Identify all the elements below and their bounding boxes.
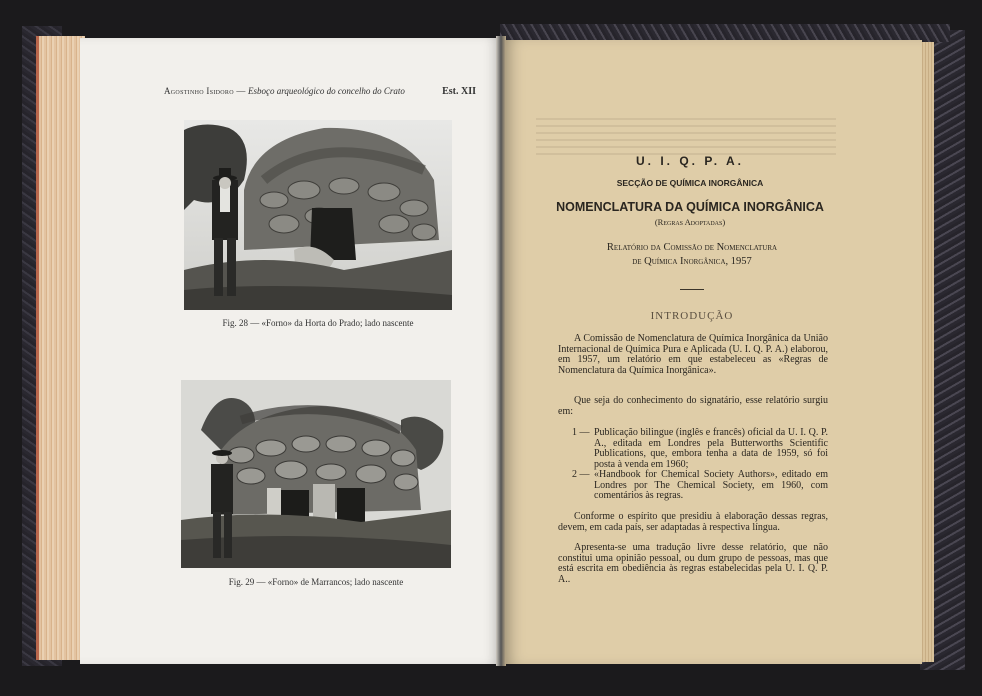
- list-item-number: 1 —: [572, 427, 590, 438]
- plate-number: Est. XII: [442, 86, 476, 97]
- page-edges-left: [36, 36, 85, 660]
- running-head: [164, 86, 476, 97]
- show-through-text: [536, 118, 836, 158]
- divider-rule: [680, 289, 704, 290]
- figure-28-photo: [184, 120, 452, 310]
- figure-28-caption: Fig. 28 — «Forno» da Horta do Prado; lado nascente: [222, 318, 414, 328]
- section-heading: SECÇÃO DE QUÍMICA INORGÂNICA: [616, 178, 764, 188]
- list-item-text: «Handbook for Chemical Society Authors», editado em Londres por The Chemical Society, em 1960, com comentários às regras.: [594, 469, 828, 502]
- document-title: NOMENCLATURA DA QUÍMICA INORGÂNICA: [556, 200, 824, 214]
- page-edges-right: [920, 42, 934, 662]
- figure-29-photo: [181, 380, 451, 568]
- running-head-title: Esboço arqueológico do concelho do Crato: [247, 86, 405, 96]
- document-subtitle: (Regras Adoptadas): [654, 217, 726, 227]
- paragraph-4: Apresenta-se uma tradução livre desse relatório, que não constitui uma opinião pessoal, ou dum grupo de pessoas, mas que está escrita em obediência às regras estabelecidas pela U. I. Q. P. A..: [558, 542, 828, 585]
- list-item: [572, 470, 828, 502]
- paragraph-2: Que seja do conhecimento do signatário, esse relatório surgiu em:: [558, 395, 828, 417]
- paragraph-3: Conforme o espírito que presidiu à elaboração dessas regras, devem, em cada país, ser adaptadas à respectiva língua.: [558, 511, 828, 533]
- book-gutter: [496, 36, 506, 666]
- intro-heading: INTRODUÇÃO: [650, 310, 734, 322]
- list-item-text: Publicação bilingue (inglês e francês) oficial da U. I. Q. P. A., editada em Londres pela Butterworths Scientific Publications, que, embora tenha a data de 1959, só foi posta à venda em 1960;: [594, 427, 828, 470]
- paragraph-1: A Comissão de Nomenclatura de Química Inorgânica da União Internacional de Química Pura e Aplicada (U. I. Q. P. A.) elaborou, em 1957, um relatório em que estabeleceu as «Regras de Nomenclatura da Química Inorgânica».: [558, 333, 828, 376]
- list-item: [572, 428, 828, 470]
- running-head-author: Agostinho Isidoro —: [164, 86, 246, 96]
- report-title-line-2: de Química Inorgânica, 1957: [632, 256, 752, 267]
- report-title: [560, 241, 824, 269]
- org-heading: U. I. Q. P. A.: [635, 154, 745, 168]
- report-title-line-1: Relatório da Comissão de Nomenclatura: [606, 242, 778, 253]
- list-item-number: 2 —: [572, 469, 590, 480]
- figure-29-caption: Fig. 29 — «Forno» de Marrancos; lado nascente: [228, 577, 404, 587]
